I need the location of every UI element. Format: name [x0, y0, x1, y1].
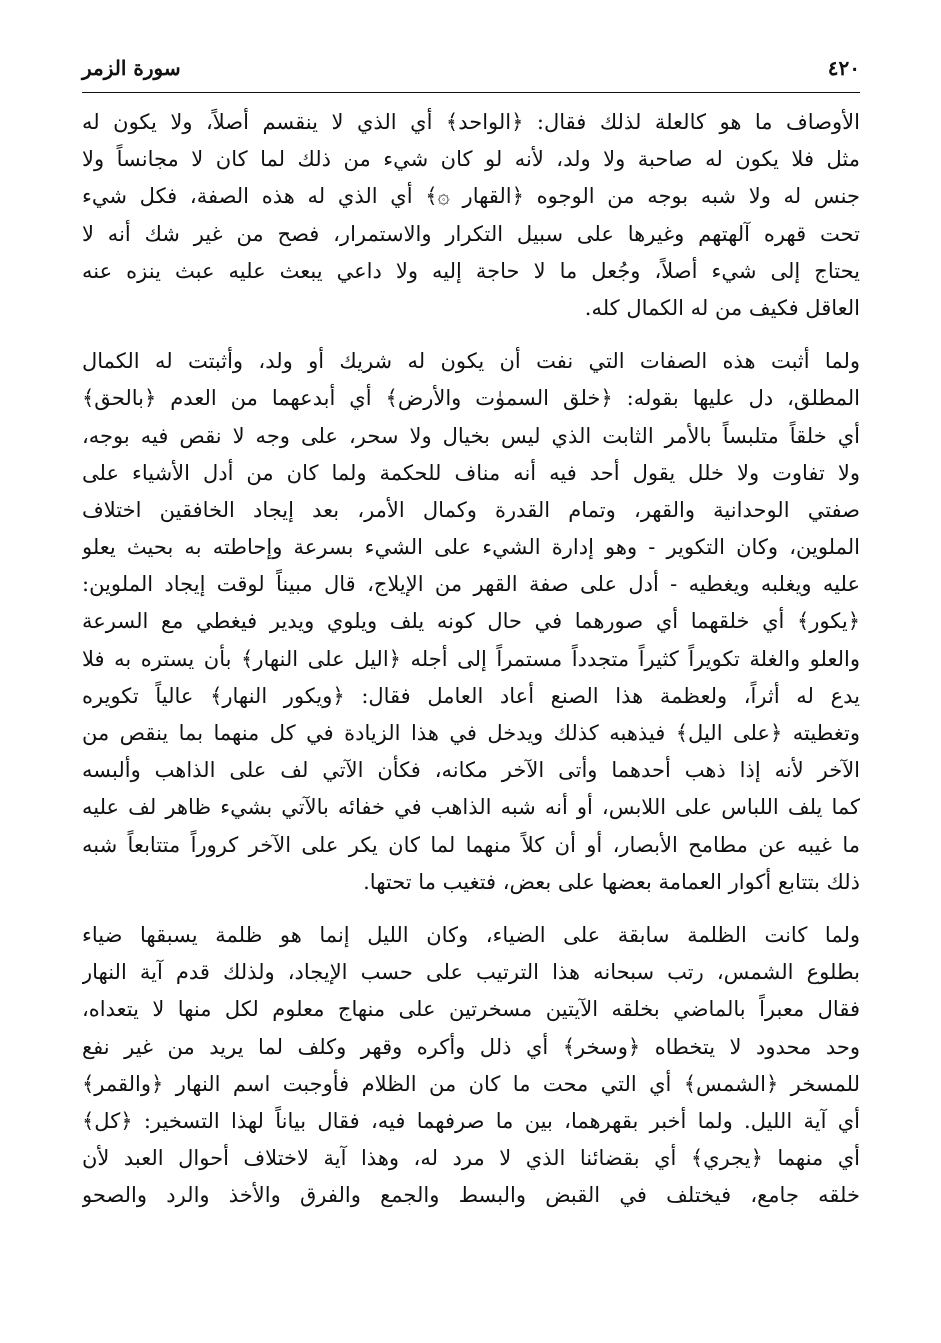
text-line: العاقل فكيف من له الكمال كله.: [584, 295, 860, 320]
surah-title: سورة الزمر: [82, 56, 181, 80]
text-line: بطلوع الشمس، رتب سبحانه هذا الترتيب على حسب الإيجاد، ولذلك قدم آية النهار: [82, 960, 860, 985]
text-line: الآخر لأنه إذا ذهب أحدهما وأتى الآخر مكانه، فكأن الآتي لف على الذاهب وألبسه: [82, 758, 860, 783]
text-line: الأوصاف ما هو كالعلة لذلك فقال: ﴿الواحد﴾ أي الذي لا ينقسم أصلاً، ولا يكون له: [82, 110, 860, 134]
paragraph-2: [82, 343, 860, 901]
text-line: صفتي الوحدانية والقهر، وتمام القدرة وكمال الأمر، بعد إيجاد الخافقين اختلاف: [82, 497, 860, 522]
text-line: خلقه جامع، فيختلف في القبض والبسط والجمع والفرق والأخذ والرد والصحو: [82, 1183, 860, 1208]
paragraph-3: [82, 917, 860, 1215]
text-line: للمسخر ﴿الشمس﴾ أي التي محت ما كان من الظلام فأوجبت اسم النهار ﴿والقمر﴾: [82, 1071, 860, 1096]
paragraph-gap: [82, 327, 860, 343]
text-line: عليه ويغلبه ويغطيه - أدل على صفة القهر من الإيلاج، قال مبيناً لوقت إيجاد الملوين:: [82, 572, 860, 597]
page-header: [82, 56, 860, 86]
text-line: ولما أثبت هذه الصفات التي نفت أن يكون له شريك أو ولد، وأثبتت له الكمال: [82, 349, 860, 374]
text-line: يحتاج إلى شيء أصلاً، وجُعل ما لا حاجة إليه ولا داعي يبعث عليه عبث ينزه عنه: [82, 258, 860, 283]
text-line: كما يلف اللباس على اللابس، أو أنه شبه الذاهب في خفائه بالآتي بشيء ظاهر لف عليه: [82, 795, 860, 820]
text-line: مثل فلا يكون له صاحبة ولا ولد، لأنه لو كان شيء من ذلك لما كان لا مجانساً ولا: [82, 147, 860, 172]
text-line: ﴿يكور﴾ أي خلقهما أي صورهما في حال كونه يلف ويلوي ويدير فيغطي مع السرعة: [82, 609, 860, 634]
text-line: فقال معبراً بالماضي بخلقه الآيتين مسخرتين على منهاج معلوم لكل منها لا يتعداه،: [82, 997, 860, 1022]
text-line: أي منهما ﴿يجري﴾ أي بقضائنا الذي لا مرد له، وهذا آية لاختلاف أحوال العبد لأن: [82, 1146, 860, 1171]
text-line: جنس له ولا شبه بوجه من الوجوه ﴿القهار ۞﴾ أي الذي له هذه الصفة، فكل شيء: [82, 184, 860, 209]
page-number: ٤٢٠: [827, 56, 860, 80]
text-line: تحت قهره آلهتهم وغيرها على سبيل التكرار والاستمرار، فصح من غير شك أنه لا: [82, 221, 860, 246]
text-line: يدع له أثراً، ولعظمة هذا الصنع أعاد العامل فقال: ﴿ويكور النهار﴾ عالياً تكويره: [82, 683, 860, 708]
body-text: [82, 104, 860, 1214]
text-line: ذلك بتتابع أكوار العمامة بعضها على بعض، فتغيب ما تحتها.: [363, 869, 860, 894]
text-line: الملوين، وكان التكوير - وهو إدارة الشيء على الشيء بسرعة وإحاطته به بحيث يعلو: [82, 535, 860, 560]
text-line: وحد محدود لا يتخطاه ﴿وسخر﴾ أي ذلل وأكره وقهر وكلف لما يريد من غير نفع: [82, 1034, 860, 1059]
text-line: وتغطيته ﴿على اليل﴾ فيذهبه كذلك ويدخل في هذا الزيادة في كل منهما بما ينقص من: [82, 721, 860, 745]
text-line: المطلق، دل عليها بقوله: ﴿خلق السموٰت والأرض﴾ أي أبدعهما من العدم ﴿بالحق﴾: [82, 386, 860, 411]
paragraph-gap: [82, 901, 860, 917]
text-line: ولا تفاوت ولا خلل يقول أحد فيه أنه مناف للحكمة ولما كان من أدل الأشياء على: [82, 460, 860, 485]
paragraph-1: [82, 104, 860, 327]
text-line: أي آية الليل. ولما أخبر بقهرهما، بين ما صرفهما فيه، فقال بياناً لهذا التسخير: ﴿كل﴾: [82, 1108, 860, 1133]
text-line: والعلو والغلة تكويراً كثيراً متجدداً مستمراً إلى أجله ﴿اليل على النهار﴾ بأن يستره به فلا: [82, 646, 860, 671]
text-line: ما غيبه عن مطامح الأبصار، أو أن كلاً منهما لما كان يكر على الآخر كروراً متتابعاً شبه: [82, 832, 860, 857]
text-line: ولما كانت الظلمة سابقة على الضياء، وكان الليل إنما هو ظلمة يسبقها ضياء: [82, 922, 860, 947]
text-line: أي خلقاً متلبساً بالأمر الثابت الذي ليس بخيال ولا سحر، على وجه لا نقص فيه بوجه،: [82, 423, 860, 448]
header-divider: [82, 92, 860, 93]
